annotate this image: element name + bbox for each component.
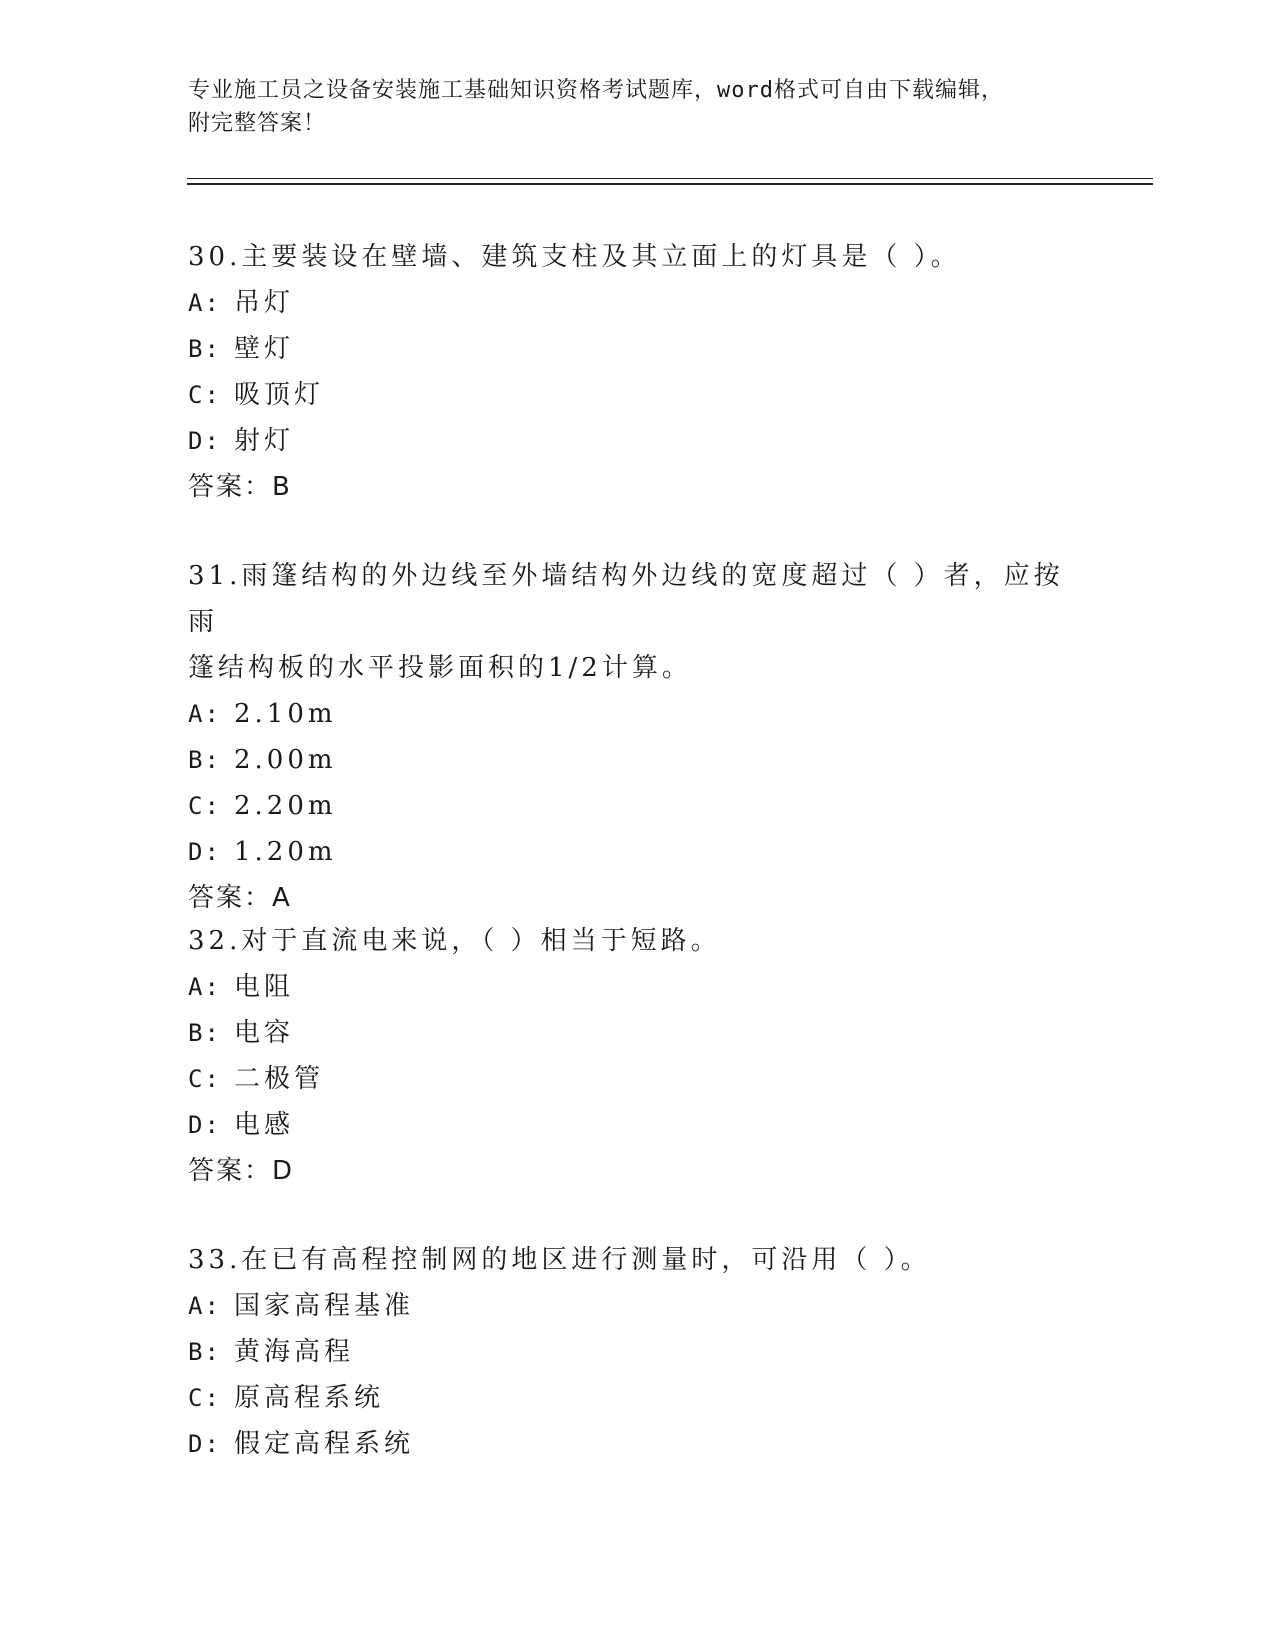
answer-line: 答案：D	[188, 1156, 295, 1186]
option-d	[188, 1421, 1088, 1467]
option-key: B:	[188, 746, 221, 774]
question-stem: 30.主要装设在壁墙、建筑支柱及其立面上的灯具是（ ）。	[188, 242, 961, 272]
option-text: 2.20m	[234, 791, 337, 821]
answer-line: 答案：A	[188, 883, 292, 913]
option-text: 原高程系统	[234, 1383, 385, 1413]
question-stem: 33.在已有高程控制网的地区进行测量时，可沿用（ ）。	[188, 1245, 931, 1275]
option-key: C:	[188, 1065, 221, 1093]
question-stem: 31.雨篷结构的外边线至外墙结构外边线的宽度超过（ ）者，应按雨	[188, 561, 1064, 637]
answer-line: 答案：B	[188, 472, 292, 502]
option-key: A:	[188, 973, 221, 1001]
option-text: 2.00m	[234, 745, 337, 775]
option-key: D:	[188, 1111, 221, 1139]
question-30	[188, 234, 1088, 510]
option-key: A:	[188, 700, 221, 728]
option-key: B:	[188, 1338, 221, 1366]
option-text: 黄海高程	[234, 1337, 355, 1367]
option-a	[188, 280, 1088, 326]
question-32	[188, 918, 1088, 1194]
option-text: 吊灯	[234, 288, 295, 318]
option-text: 电容	[234, 1018, 295, 1048]
option-text: 电阻	[234, 972, 295, 1002]
option-text: 国家高程基准	[234, 1291, 415, 1321]
option-text: 电感	[234, 1110, 295, 1140]
document-header	[188, 74, 1088, 140]
option-d	[188, 1102, 1088, 1148]
option-text: 2.10m	[234, 699, 337, 729]
header-divider-thick	[187, 183, 1153, 185]
question-33	[188, 1237, 1088, 1467]
option-key: D:	[188, 427, 221, 455]
option-text: 射灯	[234, 426, 295, 456]
header-line-1: 专业施工员之设备安装施工基础知识资格考试题库，word格式可自由下载编辑，	[188, 78, 1004, 103]
option-a	[188, 964, 1088, 1010]
option-d	[188, 829, 1088, 875]
option-c	[188, 372, 1088, 418]
option-b	[188, 1010, 1088, 1056]
option-c	[188, 1056, 1088, 1102]
option-text: 1.20m	[234, 837, 337, 867]
option-a	[188, 1283, 1088, 1329]
option-text: 假定高程系统	[234, 1429, 415, 1459]
option-c	[188, 1375, 1088, 1421]
option-key: B:	[188, 335, 221, 363]
option-text: 二极管	[234, 1064, 325, 1094]
option-a	[188, 691, 1088, 737]
question-stem: 32.对于直流电来说，（ ）相当于短路。	[188, 926, 721, 956]
option-key: D:	[188, 838, 221, 866]
option-key: C:	[188, 1384, 221, 1412]
question-stem-continued: 篷结构板的水平投影面积的1/2计算。	[188, 653, 692, 683]
option-b	[188, 1329, 1088, 1375]
option-key: C:	[188, 381, 221, 409]
header-divider-thin	[187, 178, 1153, 179]
option-key: A:	[188, 289, 221, 317]
option-key: A:	[188, 1292, 221, 1320]
option-key: C:	[188, 792, 221, 820]
header-line-2: 附完整答案！	[188, 111, 327, 136]
question-31	[188, 553, 1088, 921]
option-key: B:	[188, 1019, 221, 1047]
option-b	[188, 737, 1088, 783]
option-text: 吸顶灯	[234, 380, 325, 410]
option-key: D:	[188, 1430, 221, 1458]
option-b	[188, 326, 1088, 372]
option-d	[188, 418, 1088, 464]
option-text: 壁灯	[234, 334, 295, 364]
option-c	[188, 783, 1088, 829]
